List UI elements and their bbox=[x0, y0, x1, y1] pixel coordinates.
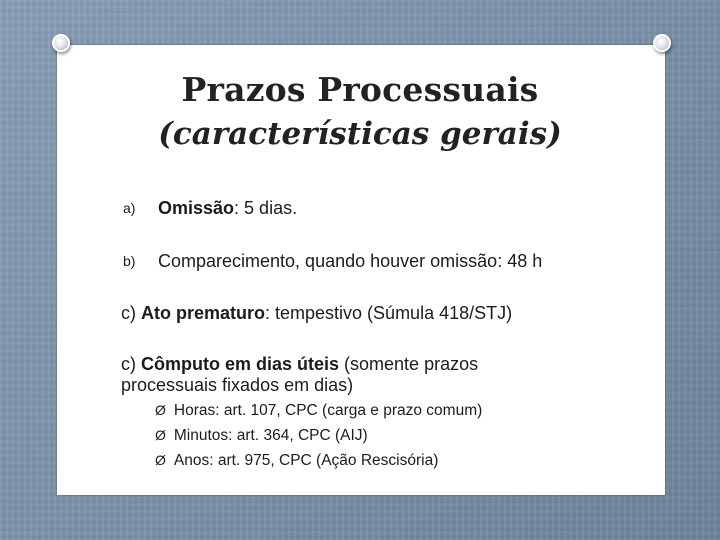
sub-item-text: Anos: art. 975, CPC (Ação Rescisória) bbox=[173, 452, 439, 469]
list-item-text: : 5 dias. bbox=[234, 198, 298, 218]
list-item-prefix: c) bbox=[121, 354, 141, 374]
list-item-computo-continuation: processuais fixados em dias) bbox=[121, 375, 354, 395]
list-item-prefix: c) bbox=[121, 303, 141, 323]
sub-item-minutos bbox=[155, 424, 368, 447]
list-item-text: : tempestivo (Súmula 418/STJ) bbox=[265, 303, 513, 323]
slide-subtitle: (características gerais) bbox=[158, 116, 562, 152]
pin-icon bbox=[52, 34, 70, 52]
arrow-bullet-icon: Ø bbox=[155, 402, 166, 418]
slide-title: Prazos Processuais bbox=[181, 70, 539, 109]
arrow-bullet-icon: Ø bbox=[155, 427, 166, 443]
list-item-bold: Cômputo em dias úteis bbox=[141, 354, 340, 374]
pin-icon bbox=[653, 34, 671, 52]
sub-item-text: Minutos: art. 364, CPC (AIJ) bbox=[173, 427, 368, 444]
list-item-bold: Ato prematuro bbox=[141, 303, 266, 323]
arrow-bullet-icon: Ø bbox=[155, 452, 166, 468]
list-marker-a: a) bbox=[123, 200, 136, 216]
sub-item-anos bbox=[155, 449, 438, 472]
list-marker-b: b) bbox=[123, 253, 136, 269]
list-item-text: Comparecimento, quando houver omissão: 48 h bbox=[158, 251, 543, 271]
list-item-bold: Omissão bbox=[158, 198, 235, 218]
list-item-ato-prematuro bbox=[121, 301, 512, 325]
list-item-omissao bbox=[158, 196, 297, 220]
list-item-comparecimento bbox=[158, 249, 542, 273]
list-item-text: (somente prazos bbox=[339, 354, 479, 374]
sub-item-text: Horas: art. 107, CPC (carga e prazo comum) bbox=[173, 402, 483, 419]
sub-item-horas bbox=[155, 399, 482, 422]
